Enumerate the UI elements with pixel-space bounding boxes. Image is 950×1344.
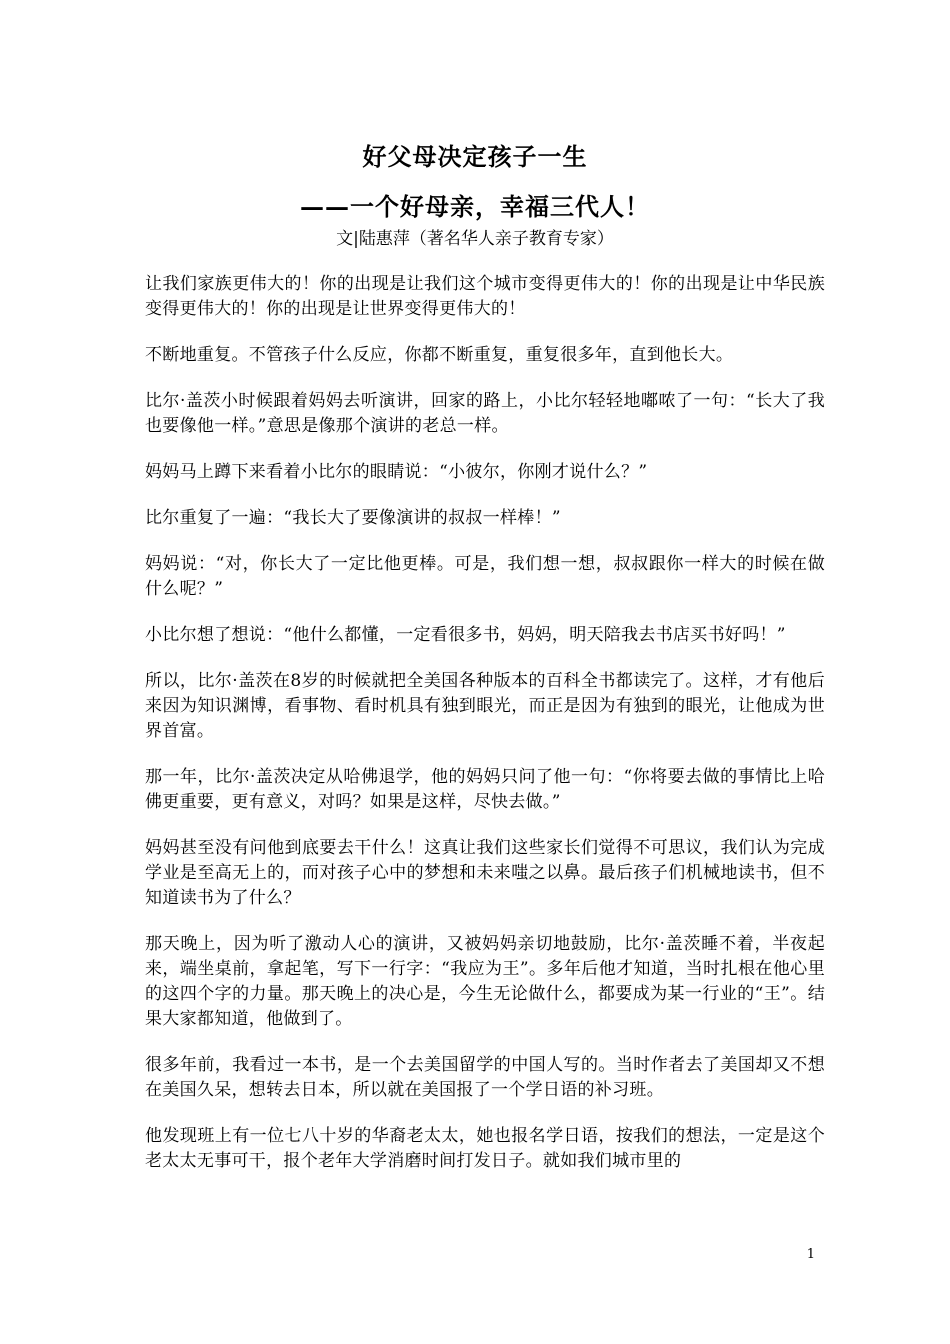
paragraph: 所以，比尔·盖茨在8岁的时候就把全美国各种版本的百科全书都读完了。这样，才有他后来因为知识渊博，看事物、看时机具有独到眼光，而正是因为有独到的眼光，让他成为世界首富。 <box>145 671 825 741</box>
paragraph: 妈妈说：“对，你长大了一定比他更棒。可是，我们想一想，叔叔跟你一样大的时候在做什么呢？” <box>145 554 825 599</box>
paragraph: 不断地重复。不管孩子什么反应，你都不断重复，重复很多年，直到他长大。 <box>145 345 734 365</box>
paragraph: 妈妈甚至没有问他到底要去干什么！这真让我们这些家长们觉得不可思议，我们认为完成学业是至高无上的，而对孩子心中的梦想和未来嗤之以鼻。最后孩子们机械地读书，但不知道读书为了什么？ <box>145 838 825 908</box>
paragraph: 比尔重复了一遍：“我长大了要像演讲的叔叔一样棒！” <box>145 508 561 528</box>
author-byline: 文|陆惠萍（著名华人亲子教育专家） <box>336 229 614 249</box>
paragraph: 那天晚上，因为听了激动人心的演讲，又被妈妈亲切地鼓励，比尔·盖茨睡不着，半夜起来，端坐桌前，拿起笔，写下一行字：“我应为王”。多年后他才知道，当时扎根在他心里的这四个字的力量。那天晚上的决心是，今生无论做什么，都要成为某一行业的“王”。结果大家都知道，他做到了。 <box>145 934 825 1029</box>
paragraph: 很多年前，我看过一本书，是一个去美国留学的中国人写的。当时作者去了美国却又不想在美国久呆，想转去日本，所以就在美国报了一个学日语的补习班。 <box>145 1055 825 1100</box>
page-number: 1 <box>806 1247 815 1262</box>
paragraph: 他发现班上有一位七八十岁的华裔老太太，她也报名学日语，按我们的想法，一定是这个老太太无事可干，报个老年大学消磨时间打发日子。就如我们城市里的 <box>145 1126 825 1171</box>
paragraph: 那一年，比尔·盖茨决定从哈佛退学，他的妈妈只问了他一句：“你将要去做的事情比上哈佛更重要，更有意义，对吗？如果是这样，尽快去做。” <box>145 767 825 812</box>
paragraph: 妈妈马上蹲下来看着小比尔的眼睛说：“小彼尔，你刚才说什么？” <box>145 462 648 482</box>
document-body <box>145 272 825 1195</box>
paragraph: 让我们家族更伟大的！你的出现是让我们这个城市变得更伟大的！你的出现是让中华民族变得更伟大的！你的出现是让世界变得更伟大的！ <box>145 274 825 319</box>
paragraph: 比尔·盖茨小时候跟着妈妈去听演讲，回家的路上，小比尔轻轻地嘟哝了一句：“长大了我也要像他一样。”意思是像那个演讲的老总一样。 <box>145 391 825 436</box>
paragraph: 小比尔想了想说：“他什么都懂，一定看很多书，妈妈，明天陪我去书店买书好吗！” <box>145 625 786 645</box>
document-title: 好父母决定孩子一生 <box>362 142 588 171</box>
document-subtitle: ——一个好母亲，幸福三代人！ <box>300 192 650 221</box>
